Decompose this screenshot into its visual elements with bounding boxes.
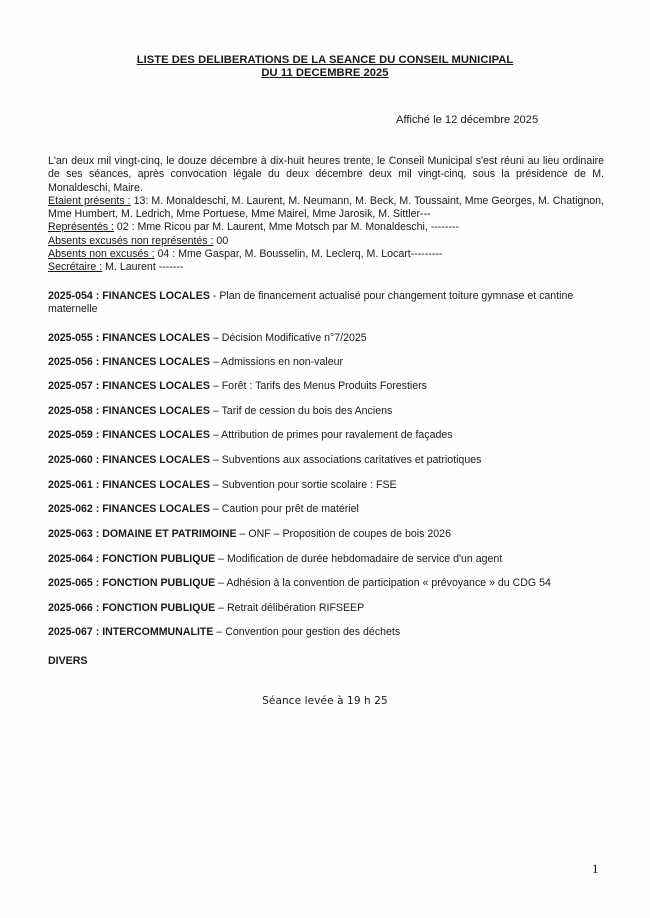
deliberation-separator: – (215, 577, 227, 589)
deliberation-number: 2025-065 : (48, 577, 100, 589)
present-value: 13: M. Monaldeschi, M. Laurent, M. Neumann, M. Beck, M. Toussaint, Mme Georges, M. Chatignon, Mme Humbert, M. Ledrich, Mme Portuese, Mme Mairel, Mme Jarosik, M. Sittler--- (48, 194, 604, 221)
deliberation-category: FINANCES LOCALES (102, 332, 210, 344)
deliberation-number: 2025-055 : (48, 332, 100, 344)
deliberation-separator: – (209, 405, 222, 417)
deliberation-separator: - (209, 290, 220, 302)
deliberation-category: FINANCES LOCALES (102, 503, 210, 515)
deliberation-separator: – (236, 528, 249, 540)
deliberation-subject: Forêt : Tarifs des Menus Produits Forestiers (221, 380, 427, 392)
present-line (48, 195, 604, 222)
deliberation-separator: – (209, 429, 222, 441)
deliberation-item (48, 429, 608, 442)
deliberation-number: 2025-064 : (48, 553, 100, 565)
deliberation-subject: Convention pour gestion des déchets (225, 626, 401, 638)
document-date-title: DU 11 DECEMBRE 2025 (261, 67, 389, 79)
deliberation-category: INTERCOMMUNALITE (102, 626, 214, 638)
meeting-intro (48, 155, 604, 275)
deliberation-subject: Attribution de primes pour ravalement de façades (221, 429, 453, 441)
deliberation-item (48, 503, 608, 516)
deliberation-separator: – (209, 332, 222, 344)
deliberation-separator: – (209, 503, 222, 515)
deliberation-number: 2025-063 : (48, 528, 100, 540)
deliberation-number: 2025-067 : (48, 626, 100, 638)
divers-heading: DIVERS (48, 655, 88, 667)
deliberation-subject: Modification de durée hebdomadaire de service d'un agent (226, 553, 503, 565)
deliberation-number: 2025-062 : (48, 503, 100, 515)
deliberation-item (48, 626, 608, 639)
unexcused-value: 04 : Mme Gaspar, M. Bousselin, M. Leclerq, M. Locart--------- (154, 248, 443, 261)
deliberation-subject: Tarif de cession du bois des Anciens (221, 405, 393, 417)
excused-value: 00 (213, 234, 229, 247)
deliberation-category: FINANCES LOCALES (102, 380, 210, 392)
deliberation-separator: – (209, 454, 222, 466)
deliberation-item (48, 356, 608, 369)
unexcused-label: Absents non excusés : (48, 248, 155, 261)
deliberation-item (48, 602, 608, 615)
unexcused-line (48, 248, 604, 261)
deliberation-category: FONCTION PUBLIQUE (102, 602, 216, 614)
deliberation-separator: – (213, 626, 226, 638)
deliberation-subject: Retrait délibération RIFSEEP (226, 602, 365, 614)
excused-line (48, 235, 604, 248)
deliberation-number: 2025-059 : (48, 429, 100, 441)
deliberation-separator: – (215, 602, 227, 614)
deliberation-number: 2025-058 : (48, 405, 100, 417)
deliberation-item (48, 553, 608, 566)
deliberation-number: 2025-057 : (48, 380, 100, 392)
deliberation-subject: Adhésion à la convention de participation « prévoyance » du CDG 54 (226, 577, 551, 589)
deliberation-separator: – (209, 479, 222, 491)
deliberation-number: 2025-060 : (48, 454, 100, 466)
page-number: 1 (592, 861, 599, 876)
deliberation-number: 2025-054 : (48, 290, 100, 302)
deliberation-number: 2025-056 : (48, 356, 100, 368)
deliberation-separator: – (209, 380, 222, 392)
deliberation-subject: Décision Modificative n°7/2025 (221, 332, 367, 344)
deliberation-item (48, 454, 608, 467)
deliberation-category: FINANCES LOCALES (102, 429, 210, 441)
deliberation-separator: – (209, 356, 222, 368)
deliberation-item (48, 479, 608, 492)
deliberation-category: FINANCES LOCALES (102, 479, 210, 491)
deliberation-separator: – (215, 553, 227, 565)
represented-value: 02 : Mme Ricou par M. Laurent, Mme Motsch par M. Monaldeschi, -------- (113, 221, 459, 234)
deliberation-item (48, 332, 608, 345)
closing-statement: Séance levée à 19 h 25 (262, 695, 388, 707)
deliberation-subject: ONF – Proposition de coupes de bois 2026 (248, 528, 451, 540)
deliberation-item (48, 577, 608, 590)
deliberation-subject: Subvention pour sortie scolaire : FSE (221, 479, 397, 491)
deliberation-item (48, 405, 608, 418)
secretary-label: Secrétaire : (48, 261, 103, 274)
deliberation-category: FINANCES LOCALES (102, 405, 210, 417)
deliberation-number: 2025-061 : (48, 479, 100, 491)
secretary-line (48, 261, 604, 274)
deliberation-category: FONCTION PUBLIQUE (102, 553, 216, 565)
deliberation-category: FINANCES LOCALES (102, 290, 210, 302)
present-label: Etaient présents : (48, 194, 131, 207)
secretary-value: M. Laurent ------- (102, 261, 184, 274)
deliberation-category: FINANCES LOCALES (102, 356, 210, 368)
deliberation-category: FINANCES LOCALES (102, 454, 210, 466)
document-title: LISTE DES DELIBERATIONS DE LA SEANCE DU CONSEIL MUNICIPAL (136, 54, 514, 66)
deliberation-category: DOMAINE ET PATRIMOINE (102, 528, 237, 540)
deliberation-subject: Caution pour prêt de matériel (221, 503, 359, 515)
deliberation-subject: Plan de financement actualisé pour changement toiture gymnase et cantine maternelle (48, 290, 574, 315)
deliberation-item (48, 528, 608, 541)
deliberation-subject: Subventions aux associations caritatives et patriotiques (221, 454, 482, 466)
represented-label: Représentés : (48, 221, 114, 234)
posted-date: Affiché le 12 décembre 2025 (396, 114, 539, 126)
excused-label: Absents excusés non représentés : (48, 234, 214, 247)
deliberation-item (48, 290, 608, 316)
represented-line (48, 221, 604, 234)
deliberation-subject: Admissions en non-valeur (221, 356, 344, 368)
deliberation-number: 2025-066 : (48, 602, 100, 614)
deliberation-item (48, 380, 608, 393)
deliberation-category: FONCTION PUBLIQUE (102, 577, 216, 589)
intro-paragraph: L'an deux mil vingt-cinq, le douze décembre à dix-huit heures trente, le Conseil Municipal s'est réuni au lieu ordinaire de ses séances, après convocation légale du deux décembre deux mil vingt-cinq, sous la présidence de M. Monaldeschi, Maire. (48, 155, 604, 194)
